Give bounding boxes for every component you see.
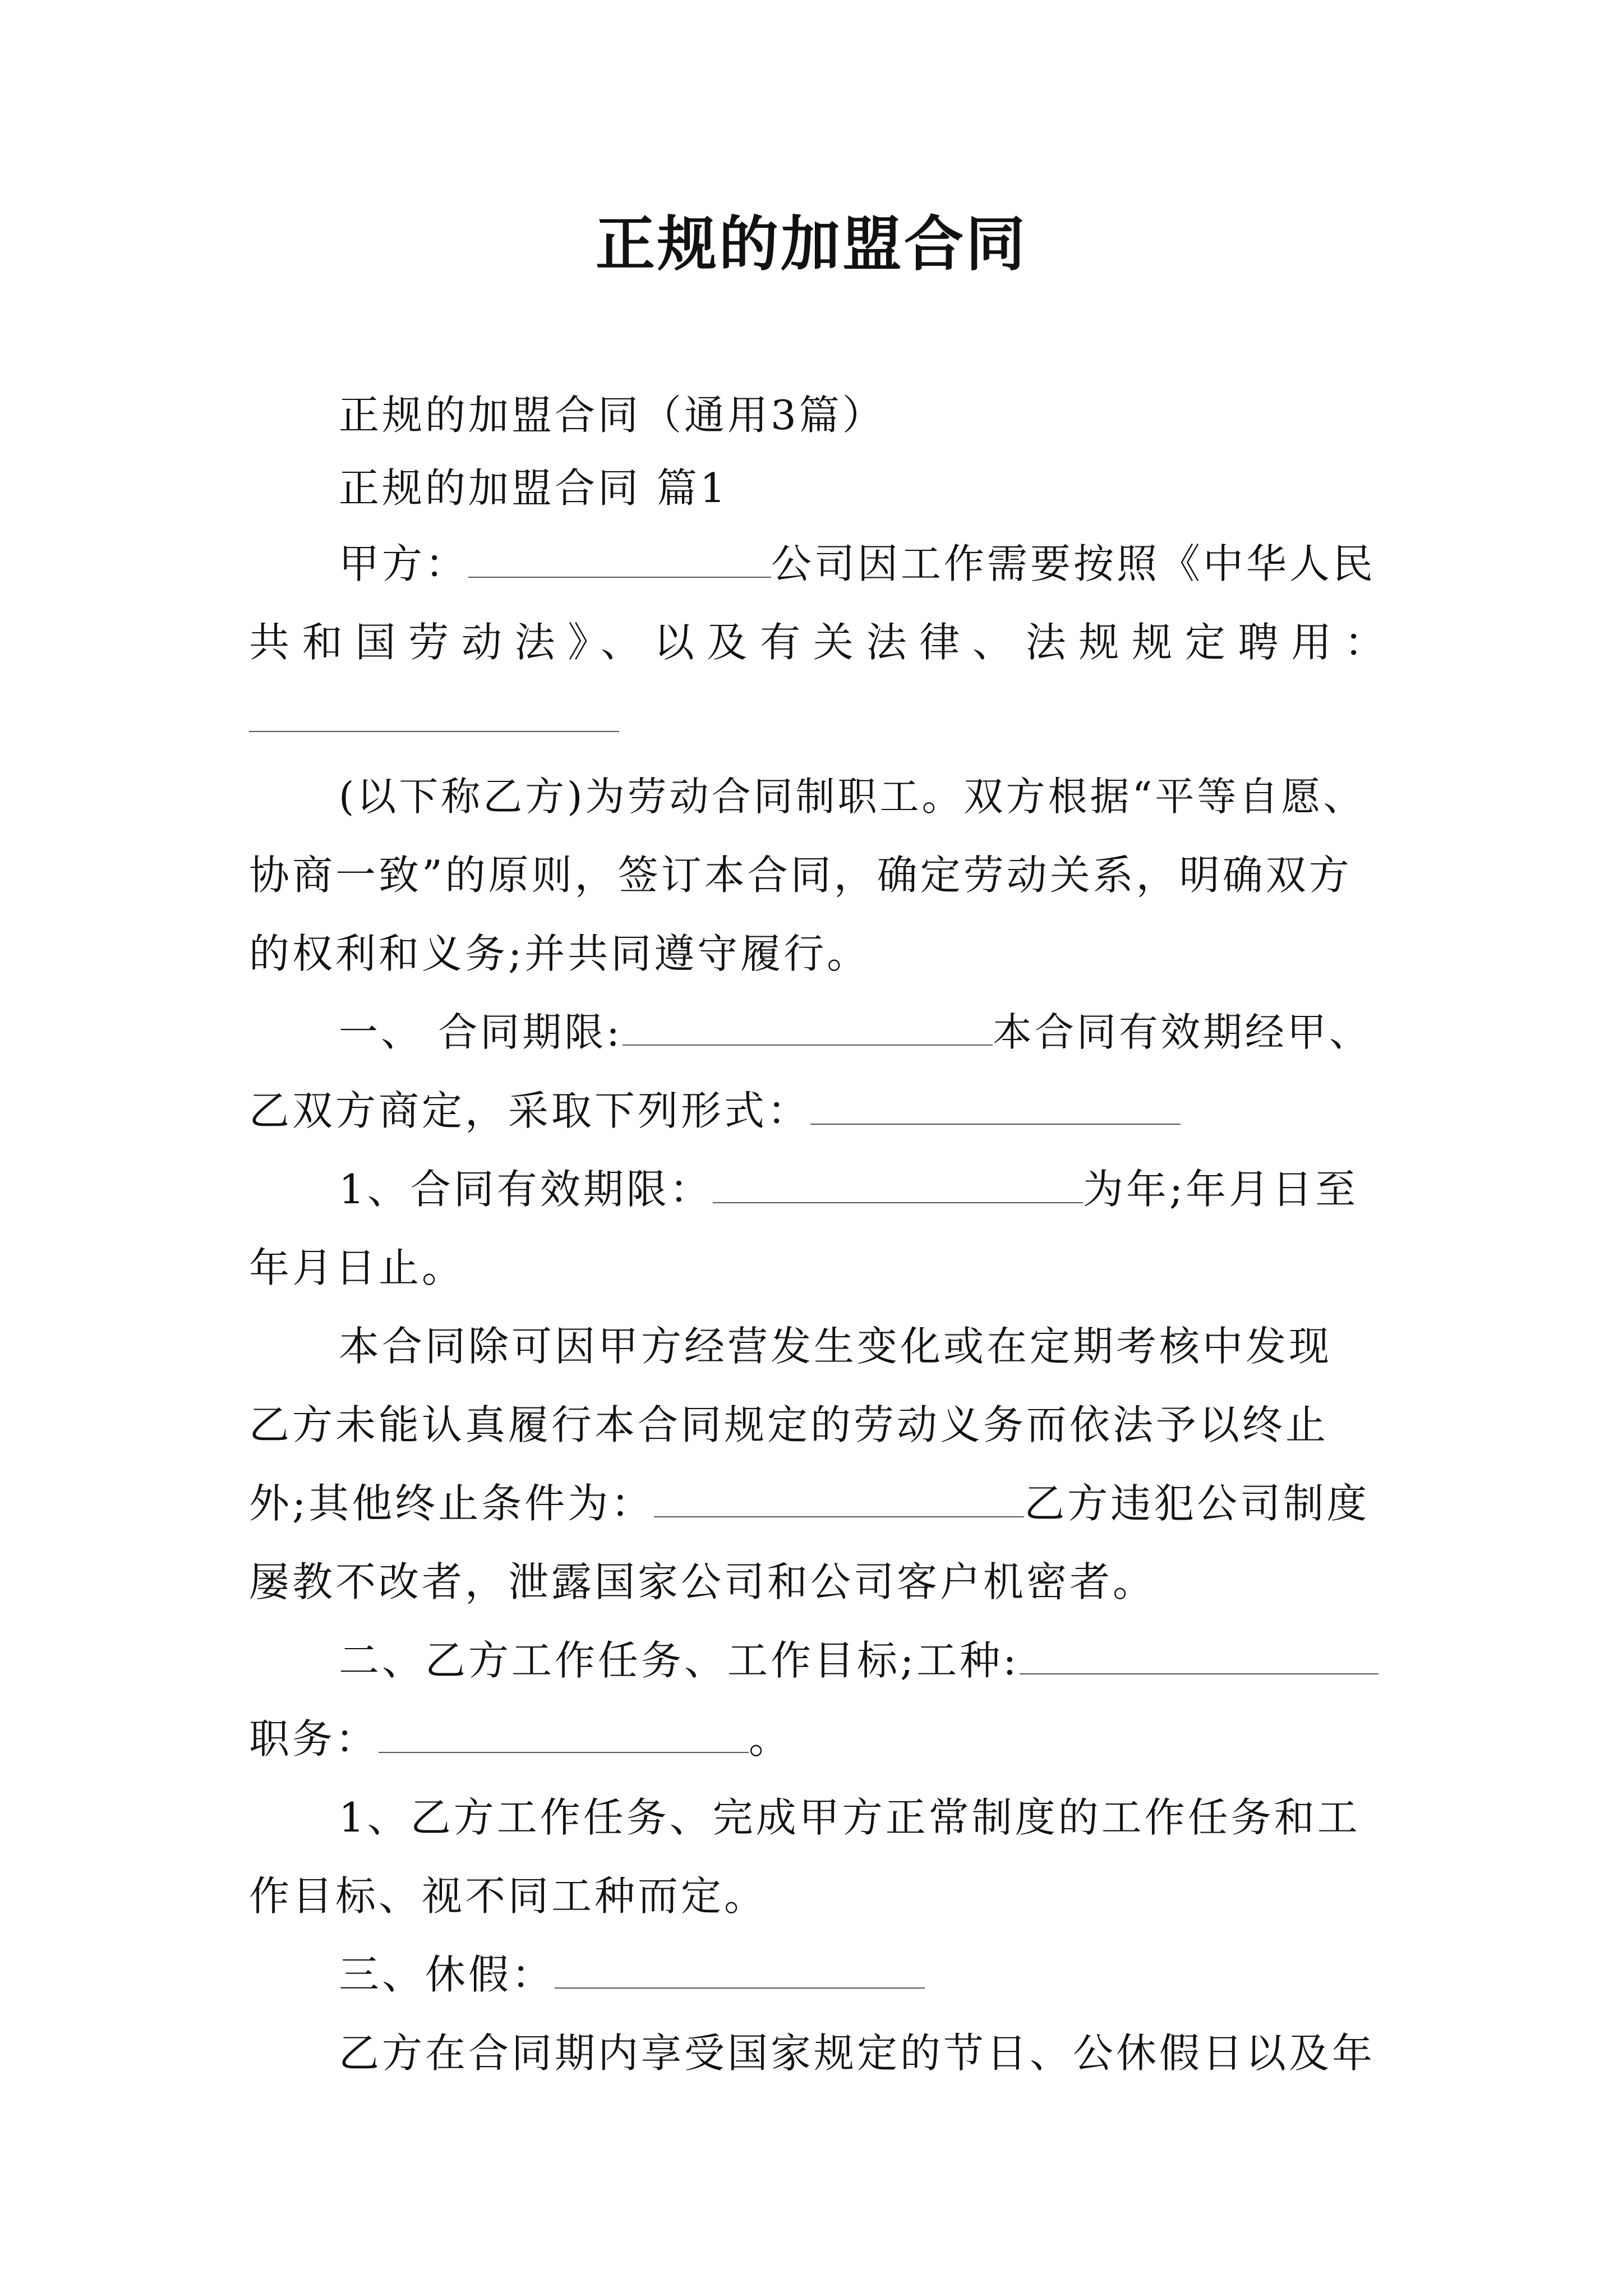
paragraph-line xyxy=(249,1161,1387,1217)
paragraph-line xyxy=(249,1240,1387,1296)
fill-in-blank[interactable] xyxy=(713,1165,1083,1203)
paragraph-line xyxy=(249,769,1387,825)
paragraph-line xyxy=(249,1004,1387,1060)
line-text: 甲方： xyxy=(339,540,469,587)
paragraph-line xyxy=(249,460,1387,516)
line-text: (以下称乙方)为劳动合同制职工。双方根据“平等自愿、 xyxy=(339,774,1366,820)
paragraph-line xyxy=(249,1632,1387,1688)
line-text: 1、合同有效期限： xyxy=(339,1166,713,1213)
paragraph-line xyxy=(249,926,1387,982)
paragraph-line xyxy=(249,1868,1387,1924)
line-text: 一、 合同期限: xyxy=(339,1009,623,1055)
fill-in-blank[interactable] xyxy=(249,694,619,732)
fill-in-blank[interactable] xyxy=(555,1950,925,1989)
line-text: 外;其他终止条件为： xyxy=(249,1480,654,1527)
line-text: 为年;年月日至 xyxy=(1082,1166,1359,1213)
line-text: 协商一致”的原则，签订本合同，确定劳动关系，明确双方 xyxy=(249,852,1352,899)
line-text: 的权利和义务;并共同遵守履行。 xyxy=(249,930,870,977)
line-text: 乙方在合同期内享受国家规定的节日、公休假日以及年 xyxy=(339,2030,1376,2077)
paragraph-line xyxy=(249,1789,1387,1846)
line-text: 乙方违犯公司制度 xyxy=(1024,1480,1370,1527)
line-text: 本合同有效期经甲、 xyxy=(992,1009,1371,1055)
paragraph-line xyxy=(249,847,1387,903)
paragraph-line xyxy=(249,690,1387,746)
fill-in-blank[interactable] xyxy=(379,1715,749,1753)
line-text: 。 xyxy=(749,1715,792,1763)
paragraph-line xyxy=(249,1318,1387,1374)
paragraph-line xyxy=(249,1475,1387,1531)
fill-in-blank[interactable] xyxy=(623,1007,993,1046)
paragraph-line xyxy=(249,1947,1387,2003)
fill-in-blank[interactable] xyxy=(810,1087,1181,1125)
line-text: 年月日止。 xyxy=(249,1244,465,1291)
line-text: 正规的加盟合同（通用3篇） xyxy=(339,392,886,439)
fill-in-blank[interactable] xyxy=(1020,1636,1378,1674)
line-text: 三、休假： xyxy=(339,1951,555,1998)
line-text: 正规的加盟合同 篇1 xyxy=(339,464,728,512)
paragraph-line xyxy=(249,387,1387,443)
fill-in-blank[interactable] xyxy=(654,1479,1024,1517)
paragraph-line xyxy=(249,536,1387,592)
paragraph-line xyxy=(249,2025,1387,2081)
paragraph-line xyxy=(249,1711,1387,1767)
paragraph-line xyxy=(249,1554,1387,1610)
line-text: 乙双方商定，采取下列形式： xyxy=(249,1087,811,1134)
line-text: 1、乙方工作任务、完成甲方正常制度的工作任务和工 xyxy=(339,1794,1361,1841)
paragraph-line xyxy=(249,1083,1387,1139)
paragraph-line xyxy=(249,1397,1387,1453)
line-text: 本合同除可因甲方经营发生变化或在定期考核中发现 xyxy=(339,1323,1332,1370)
document-title: 正规的加盟合同 xyxy=(596,209,1027,279)
line-text: 职务： xyxy=(249,1715,379,1763)
fill-in-blank[interactable] xyxy=(468,540,771,578)
paragraph-line xyxy=(249,614,1387,670)
line-text: 二、乙方工作任务、工作目标;工种: xyxy=(339,1637,1020,1684)
line-text: 作目标、视不同工种而定。 xyxy=(249,1872,768,1920)
line-text: 公司因工作需要按照《中华人民 xyxy=(771,540,1376,587)
line-text: 共和国劳动法》、以及有关法律、法规规定聘用： xyxy=(249,619,1387,666)
line-text: 屡教不改者，泄露国家公司和公司客户机密者。 xyxy=(249,1558,1156,1605)
line-text: 乙方未能认真履行本合同规定的劳动义务而依法予以终止 xyxy=(249,1401,1329,1448)
